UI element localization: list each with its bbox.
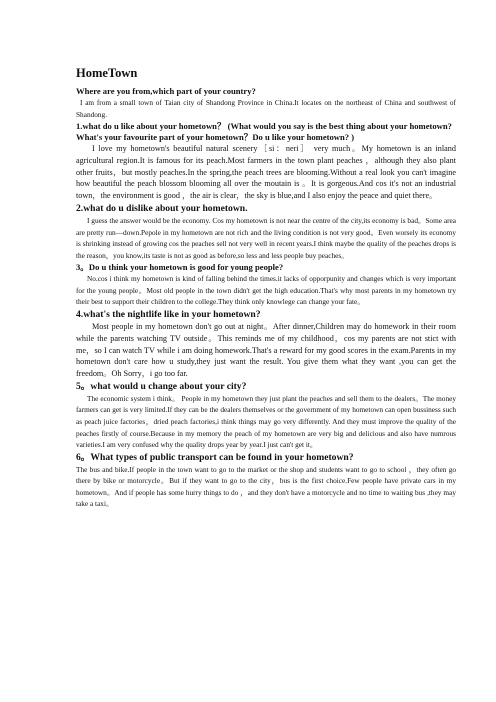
answer-change-city: The economic system i think。 People in my hometown they just plant the peaches and sell them to the dealers。The money farmers can get is very limited.If they can be the dealers themselves or the government of my hometown can open bussiness such as peach juice factories，dried peach factories,i think things may go very differently. And they must improve the quality of the peaches firstly of course.Because in my memory the peach of my hometown are very big and delicious and also have numrous varieties.I am very confused why the quality drops year by year.I just can't get it。	[76, 393, 456, 450]
answer-dislike-hometown: I guess the answer would be the economy. Cos my hometown is not near the centre of the city,its economy is bad。Some area are pretty run—down.Pepole in my hometown are not rich and the living condition is not very good。Even worsely its economy is shrinking instead of growing cos the peaches sell not very well in recent years.I think maybe the quality of the peaches drops is the reason，you know,its taste is not as good as before,so less and less people buy peaches。	[76, 216, 456, 260]
question-good-for-young: 3。Do u think your hometown is good for young people?	[76, 262, 284, 273]
answer-good-for-young: No.cos i think my hometown is kind of falling behind the times.it lacks of opporpunity and changes which is very important for the young people。Most old people in the town didn't get the high education.That's why most parents in my hometown try their best to support their children to the college.They think only knowlege can change your fate。	[76, 274, 456, 307]
answer-where-from: I am from a small town of Taian city of Shandong Province in China.It locates on the northeast of China and southwest of Shandong.	[76, 98, 456, 119]
answer-nightlife: Most people in my hometown don't go out at night。After dinner,Children may do homework in their room while the parents watching TV outside。This reminds me of my childhood，cos my parents are not stict with me，so I can watch TV while i am doing homework.That's a reward for my good scores in the exam.Parents in my hometown don't care how u study,they just want the result. You give them what they want ,you can get the freedom。Oh Sorry，i go too far.	[76, 321, 456, 379]
answer-like-hometown: I love my hometown's beautiful natural scenery［si：neri］ very much。My hometown is an inland agricultural region.It is famous for its peach.Most farmers in the town plant peaches ，although they also plant other fruits，but mostly peaches.In the spring,the peach trees are blooming.Without a real look you can't imagine how beautiful the peach blossom blooming all over the moutain is 。It is gorgeous.And cos it's not an industrial town，the environment is good ，the air is clear，the sky is blue,and I also enjoy the peace and quiet there。	[76, 144, 456, 201]
question-nightlife: 4.what's the nightlife like in your hometown?	[76, 308, 261, 320]
question-where-from: Where are you from,which part of your country?	[76, 86, 256, 96]
question-public-transport: 6。What types of public transport can be found in your hometown?	[76, 451, 354, 463]
page-title: HomeTown	[76, 66, 138, 80]
question-like-hometown: 1.what do u like about your hometown？ (What would you say is the best thing about your hometown? What's your favourite part of your hometown？Do u like your hometown? )	[76, 121, 452, 143]
answer-public-transport: The bus and bike.If people in the town want to go to the market or the shop and students want to go to school ，they often go there by bike or motorcycle。But if they want to go to the city，bus is the first choice.Few people have private cars in my hometown。And if people has some hurry things to do ，and they don't have a motorcycle and no time to waiting bus ,they may take a taxi。	[76, 464, 456, 509]
question-change-city: 5。what would u change about your city?	[76, 380, 247, 392]
question-dislike-hometown: 2.what do u dislike about your hometown.	[76, 203, 248, 215]
